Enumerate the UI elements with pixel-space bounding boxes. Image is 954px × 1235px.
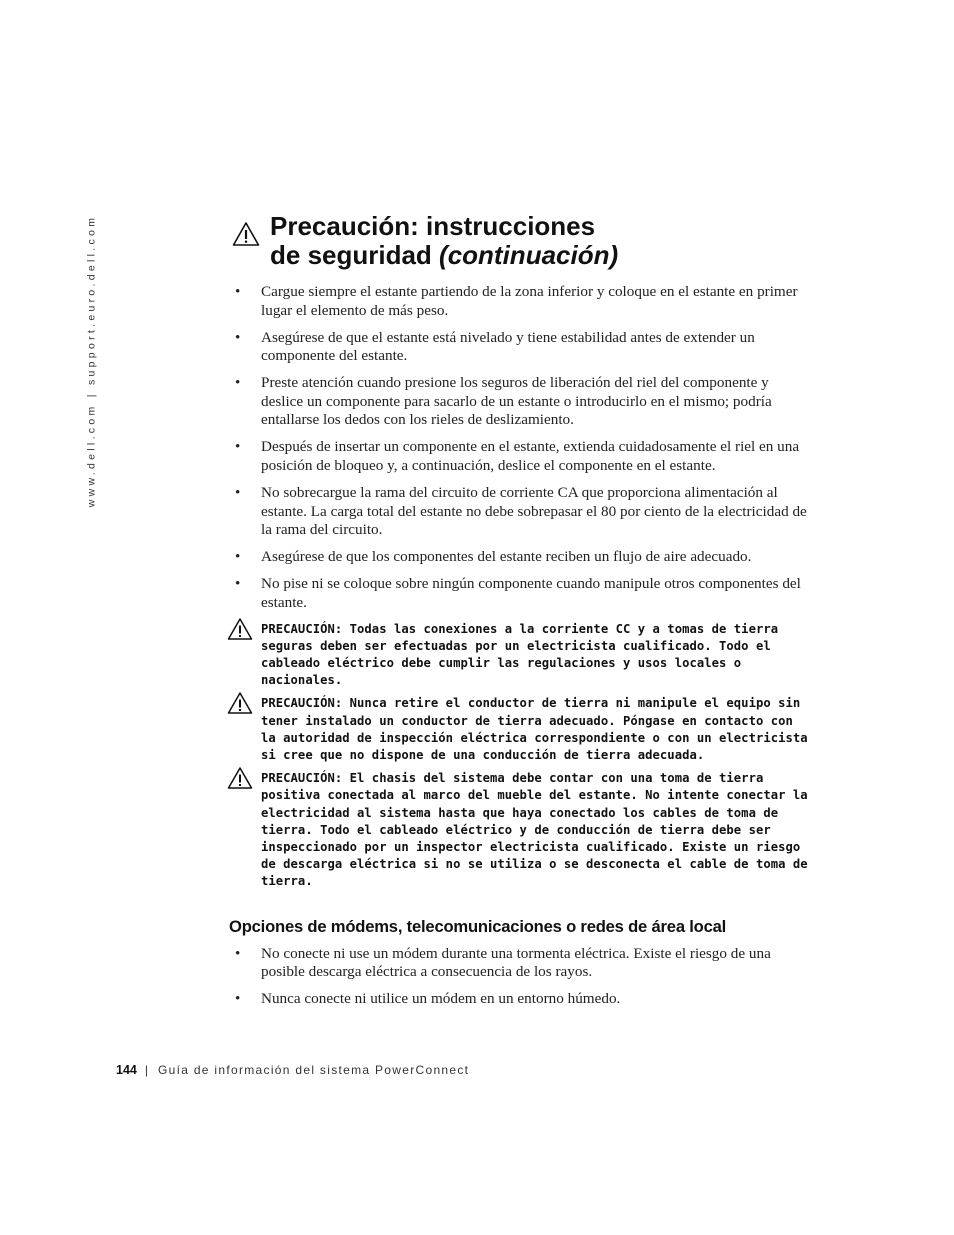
bullet-dot: • <box>235 283 241 300</box>
caution-notice <box>232 621 812 690</box>
warning-triangle-icon <box>232 221 260 247</box>
section-heading: Opciones de módems, telecomunicaciones o redes de área local <box>229 916 727 936</box>
page-number: 144 <box>116 1063 137 1077</box>
side-url-text: www.dell.com | support.euro.dell.com <box>85 214 97 508</box>
footer-separator: | <box>144 1063 148 1077</box>
footer-doc-title: Guía de información del sistema PowerConnect <box>157 1063 470 1077</box>
bullet-list-top <box>232 283 812 612</box>
list-item <box>232 438 812 475</box>
list-item-text: Preste atención cuando presione los seguros de liberación del riel del componente y deslice un componente para sacarlo de un estante o introducirlo en el mismo; podría entallarse los dedos con los rieles de deslizamiento. <box>261 374 772 429</box>
title-line-1: Precaución: instrucciones <box>270 211 596 241</box>
warning-triangle-icon <box>227 691 253 715</box>
page-title <box>270 212 830 270</box>
list-item-text: Cargue siempre el estante partiendo de la zona inferior y coloque en el estante en primer lugar el elemento de más peso. <box>261 283 798 319</box>
bullet-dot: • <box>235 944 241 962</box>
list-item <box>232 945 812 982</box>
warning-triangle-icon <box>227 766 253 790</box>
bullet-list-bottom <box>232 945 812 1009</box>
caution-text: PRECAUCIÓN: El chasis del sistema debe contar con una toma de tierra positiva conectada al marco del mueble del estante. No intente conectar la electricidad al sistema hasta que haya conectado los cables de toma de tierra. Todo el cableado eléctrico y de conducción de tierra debe ser inspeccionado por un inspector electricista cualificado. Existe un riesgo de descarga eléctrica si no se utiliza o se desconecta el cable de toma de tierra. <box>261 771 808 889</box>
list-item <box>232 484 812 540</box>
list-item <box>232 548 812 567</box>
bullet-dot: • <box>235 374 241 392</box>
side-url <box>84 214 98 508</box>
bullet-dot: • <box>235 438 241 456</box>
page-footer <box>116 1062 469 1078</box>
list-item-text: Asegúrese de que el estante está nivelado y tiene estabilidad antes de extender un componente del estante. <box>261 328 755 365</box>
list-item <box>232 329 812 366</box>
warning-triangle-icon <box>227 617 253 641</box>
list-item-text: Después de insertar un componente en el estante, extienda cuidadosamente el riel en una posición de bloqueo y, a continuación, deslice el componente en el estante. <box>261 438 800 474</box>
title-line-2-italic: (continuación) <box>439 240 619 270</box>
bullet-dot: • <box>235 990 241 1008</box>
bullet-dot: • <box>235 328 241 346</box>
list-item-text: No conecte ni use un módem durante una tormenta eléctrica. Existe el riesgo de una posible descarga eléctrica a consecuencia de los rayos. <box>261 944 771 981</box>
bullet-dot: • <box>235 548 241 566</box>
caution-text: PRECAUCIÓN: Todas las conexiones a la corriente CC y a tomas de tierra seguras deben ser efectuadas por un electricista cualificado. Todo el cableado eléctrico debe cumplir las regulaciones y usos locales o nacionales. <box>261 621 779 688</box>
title-line-2 <box>270 241 830 270</box>
list-item <box>232 990 812 1009</box>
bullet-dot: • <box>235 575 241 593</box>
caution-notice <box>232 695 812 764</box>
list-item-text: No sobrecargue la rama del circuito de corriente CA que proporciona alimentación al estante. La carga total del estante no debe sobrepasar el 80 por ciento de la electricidad de la rama del circuito. <box>261 483 807 539</box>
list-item-text: Asegúrese de que los componentes del estante reciben un flujo de aire adecuado. <box>261 548 752 566</box>
list-item <box>232 575 812 612</box>
title-line-2-main: de seguridad <box>270 240 440 270</box>
list-item <box>232 374 812 430</box>
caution-notice <box>232 770 812 890</box>
list-item <box>232 283 812 320</box>
bullet-dot: • <box>235 483 241 501</box>
page-content <box>229 283 812 1017</box>
list-item-text: Nunca conecte ni utilice un módem en un entorno húmedo. <box>261 990 621 1008</box>
list-item-text: No pise ni se coloque sobre ningún componente cuando manipule otros componentes del estante. <box>261 575 801 611</box>
caution-text: PRECAUCIÓN: Nunca retire el conductor de tierra ni manipule el equipo sin tener instalado un conductor de tierra adecuado. Póngase en contacto con la autoridad de inspección eléctrica correspondiente o con un electricista si cree que no dispone de una conducción de tierra adecuada. <box>261 696 808 763</box>
